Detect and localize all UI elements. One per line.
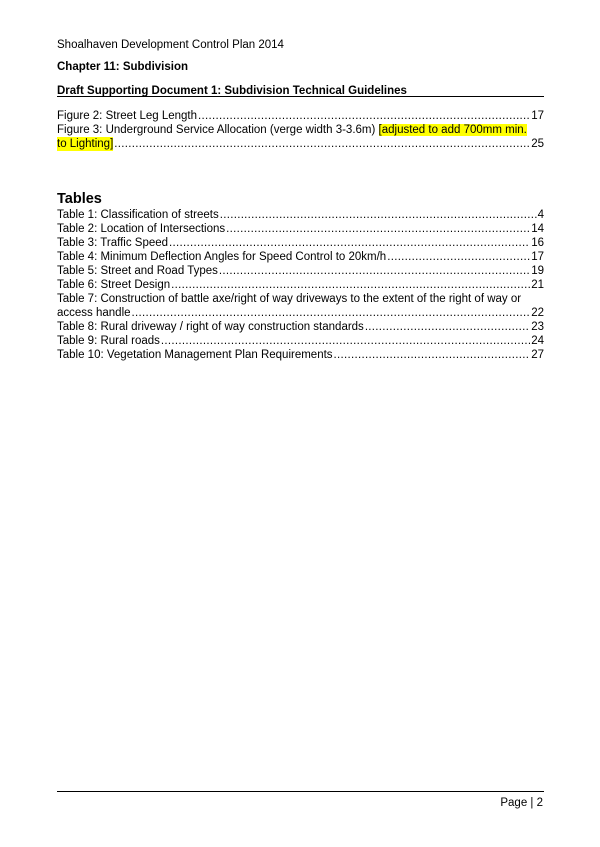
- dot-leader: [226, 222, 530, 236]
- toc-entry-table-9[interactable]: [57, 334, 544, 348]
- dot-leader: [334, 348, 531, 362]
- toc-entry-table-2[interactable]: [57, 222, 544, 236]
- toc-entry-label: Table 7: Construction of battle axe/right of way driveways to the extent of the right of way or: [57, 293, 522, 305]
- toc-entry-page: 24: [531, 335, 544, 347]
- toc-entry-label: Table 3: Traffic Speed: [57, 237, 169, 249]
- toc-entry-label: Table 2: Location of Intersections: [57, 223, 226, 235]
- toc-entry-figure-3[interactable]: [57, 123, 544, 151]
- toc-entry-page: 22: [531, 307, 544, 319]
- toc-entry-table-1[interactable]: [57, 208, 544, 222]
- dot-leader: [387, 250, 530, 264]
- toc-entry-table-4[interactable]: [57, 250, 544, 264]
- tables-heading: Tables: [57, 191, 102, 207]
- toc-entry-label: Table 5: Street and Road Types: [57, 265, 218, 277]
- toc-entry-table-5[interactable]: [57, 264, 544, 278]
- page-number: Page | 2: [500, 797, 543, 809]
- dot-leader: [365, 320, 530, 334]
- header-chapter-title: Chapter 11: Subdivision: [57, 61, 188, 73]
- toc-entry-page: 17: [531, 251, 544, 263]
- toc-entry-table-3[interactable]: [57, 236, 544, 250]
- toc-entry-table-6[interactable]: [57, 278, 544, 292]
- highlighted-note: [adjusted to add 700mm min.: [378, 124, 527, 136]
- toc-entry-page: 16: [531, 237, 544, 249]
- toc-entry-table-7[interactable]: [57, 292, 544, 320]
- footer-divider: [57, 791, 544, 792]
- dot-leader: [169, 236, 530, 250]
- highlighted-note-continued: to Lighting]: [57, 138, 114, 150]
- toc-entry-page: 21: [531, 279, 544, 291]
- toc-entry-label: Table 1: Classification of streets: [57, 209, 219, 221]
- toc-entry-page: 4: [537, 209, 544, 221]
- page-header: [57, 37, 547, 99]
- toc-entry-label: Table 8: Rural driveway / right of way construction standards: [57, 321, 364, 333]
- toc-entry-label: Table 10: Vegetation Management Plan Requirements: [57, 349, 333, 361]
- toc-entry-label-continued: access handle: [57, 307, 131, 319]
- dot-leader: [161, 334, 530, 348]
- dot-leader: [219, 264, 530, 278]
- tables-list: [57, 208, 544, 362]
- toc-entry-table-8[interactable]: [57, 320, 544, 334]
- toc-entry-label: Table 9: Rural roads: [57, 335, 160, 347]
- dot-leader: [171, 278, 530, 292]
- toc-entry-label: Table 4: Minimum Deflection Angles for Speed Control to 20km/h: [57, 251, 387, 263]
- dot-leader: [114, 137, 530, 151]
- dot-leader: [220, 208, 537, 222]
- toc-entry-page: 27: [531, 349, 544, 361]
- toc-entry-label: Figure 2: Street Leg Length: [57, 110, 198, 122]
- toc-entry-label: Table 6: Street Design: [57, 279, 171, 291]
- toc-entry-page: 19: [531, 265, 544, 277]
- toc-entry-page: 25: [531, 138, 544, 150]
- toc-entry-page: 23: [531, 321, 544, 333]
- header-divider: [57, 96, 544, 97]
- toc-entry-label: Figure 3: Underground Service Allocation (verge width 3-3.6m): [57, 124, 379, 136]
- toc-entry-page: 14: [531, 223, 544, 235]
- header-plan-title: Shoalhaven Development Control Plan 2014: [57, 39, 284, 51]
- dot-leader: [198, 109, 530, 123]
- header-document-title: Draft Supporting Document 1: Subdivision Technical Guidelines: [57, 85, 407, 97]
- toc-entry-table-10[interactable]: [57, 348, 544, 362]
- dot-leader: [132, 306, 531, 320]
- toc-entry-figure-2[interactable]: [57, 109, 544, 123]
- figures-list: [57, 109, 544, 151]
- toc-entry-page: 17: [531, 110, 544, 122]
